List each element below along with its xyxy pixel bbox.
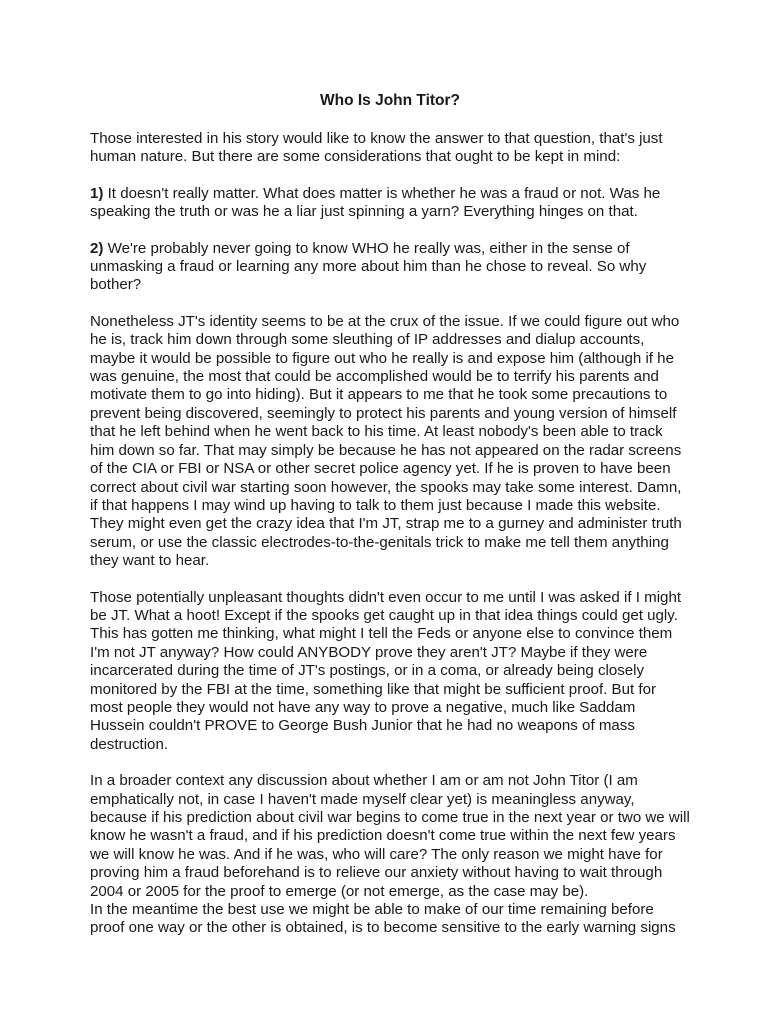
proof-paragraph: Those potentially unpleasant thoughts didn't even occur to me until I was asked if I might be JT. What a hoot! Except if the spooks get caught up in that idea things could get ugly. This has gotten me thinking, what might I tell the Feds or anyone else to convince them I'm not JT anyway? How could ANYBODY prove they aren't JT? Maybe if they were incarcerated during the time of JT's postings, or in a coma, or already being closely monitored by the FBI at the time, something like that might be sufficient proof. But for most people they would not have any way to prove a negative, much like Saddam Hussein couldn't PROVE to George Bush Junior that he had no weapons of mass destruction. xyxy=(90,588,682,753)
document-page xyxy=(90,90,690,938)
document-title: Who Is John Titor? xyxy=(319,92,461,109)
point-1-number: 1) xyxy=(90,184,104,202)
point-2-paragraph xyxy=(90,240,690,295)
broader-context-paragraph: In a broader context any discussion about whether I am or am not John Titor (I am emphatically not, in case I haven't made myself clear yet) is meaningless anyway, because if his prediction about civil war begins to come true in the next year or two we will know he wasn't a fraud, and if his prediction doesn't come true within the next few years we will know he was. And if he was, who will care? The only reason we might have for proving him a fraud beforehand is to relieve our anxiety without having to wait through 2004 or 2005 for the proof to emerge (or not emerge, as the case may be). xyxy=(90,772,690,900)
meantime-paragraph: In the meantime the best use we might be able to make of our time remaining before proof one way or the other is obtained, is to become sensitive to the early warning signs xyxy=(90,901,676,937)
point-1-paragraph xyxy=(90,185,690,222)
point-1-text: It doesn't really matter. What does matter is whether he was a fraud or not. Was he speaking the truth or was he a liar just spinning a yarn? Everything hinges on that. xyxy=(90,184,661,221)
intro-paragraph: Those interested in his story would like to know the answer to that question, that's just human nature. But there are some considerations that ought to be kept in mind: xyxy=(90,130,663,166)
point-2-number: 2) xyxy=(90,239,104,257)
point-2-text: We're probably never going to know WHO he really was, either in the sense of unmasking a fraud or learning any more about him than he chose to reveal. So why bother? xyxy=(90,239,647,294)
identity-paragraph: Nonetheless JT's identity seems to be at the crux of the issue. If we could figure out who he is, track him down through some sleuthing of IP addresses and dialup accounts, maybe it would be possible to figure out who he really is and expose him (although if he was genuine, the most that could be accomplished would be to terrify his parents and motivate them to go into hiding). But it appears to me that he took some precautions to prevent being discovered, seemingly to protect his parents and young version of himself that he left behind when he went back to his time. At least nobody's been able to track him down so far. That may simply be because he has not appeared on the radar screens of the CIA or FBI or NSA or other secret police agency yet. If he is proven to have been correct about civil war starting soon however, the spooks may take some interest. Damn, if that happens I may wind up having to talk to them just because I made this website. They might even get the crazy idea that I'm JT, strap me to a gurney and administer truth serum, or use the classic electrodes-to-the-genitals trick to make me tell them anything they want to hear. xyxy=(90,312,682,570)
